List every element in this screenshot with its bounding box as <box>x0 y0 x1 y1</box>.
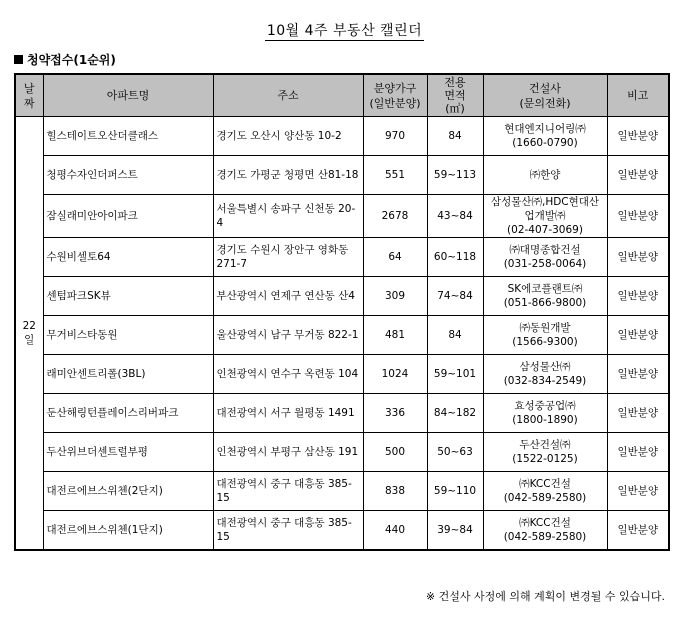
area-cell: 43~84 <box>427 195 483 238</box>
address-cell: 대전광역시 중구 대흥동 385-15 <box>213 511 363 551</box>
note-cell: 일반분양 <box>607 433 669 472</box>
area-cell: 84~182 <box>427 394 483 433</box>
address-cell: 경기도 가평군 청평면 산81-18 <box>213 156 363 195</box>
apt-name-cell: 대전르에브스위첸(2단지) <box>43 472 213 511</box>
table-row <box>15 394 669 433</box>
note-cell: 일반분양 <box>607 277 669 316</box>
units-cell: 309 <box>363 277 427 316</box>
note-cell: 일반분양 <box>607 355 669 394</box>
table-row <box>15 277 669 316</box>
area-cell: 50~63 <box>427 433 483 472</box>
table-row <box>15 472 669 511</box>
address-cell: 대전광역시 서구 월평동 1491 <box>213 394 363 433</box>
builder-cell: ㈜KCC건설 (042-589-2580) <box>483 472 607 511</box>
area-cell: 84 <box>427 117 483 156</box>
header-units: 분양가구 (일반분양) <box>363 74 427 117</box>
calendar-table <box>14 73 670 551</box>
table-row <box>15 316 669 355</box>
table-row <box>15 195 669 238</box>
apt-name-cell: 힐스테이트오산더클래스 <box>43 117 213 156</box>
area-cell: 59~113 <box>427 156 483 195</box>
apt-name-cell: 두산위브더센트럴부평 <box>43 433 213 472</box>
units-cell: 2678 <box>363 195 427 238</box>
area-cell: 59~110 <box>427 472 483 511</box>
builder-cell: 현대엔지니어링㈜ (1660-0790) <box>483 117 607 156</box>
note-cell: 일반분양 <box>607 117 669 156</box>
footnote: ※ 건설사 사정에 의해 계획이 변경될 수 있습니다. <box>425 590 665 603</box>
builder-cell: 두산건설㈜ (1522-0125) <box>483 433 607 472</box>
apt-name-cell: 센텀파크SK뷰 <box>43 277 213 316</box>
page-title: 10월 4주 부동산 캘린더 <box>266 23 423 39</box>
units-cell: 551 <box>363 156 427 195</box>
area-cell: 39~84 <box>427 511 483 551</box>
address-cell: 부산광역시 연제구 연산동 산4 <box>213 277 363 316</box>
apt-name-cell: 무거비스타동원 <box>43 316 213 355</box>
builder-cell: 삼성물산㈜ (032-834-2549) <box>483 355 607 394</box>
apt-name-cell: 둔산해링턴플레이스리버파크 <box>43 394 213 433</box>
header-apt: 아파트명 <box>43 74 213 117</box>
units-cell: 440 <box>363 511 427 551</box>
note-cell: 일반분양 <box>607 511 669 551</box>
note-cell: 일반분양 <box>607 316 669 355</box>
units-cell: 481 <box>363 316 427 355</box>
apt-name-cell: 대전르에브스위첸(1단지) <box>43 511 213 551</box>
units-cell: 838 <box>363 472 427 511</box>
section-heading: 청약접수(1순위) <box>14 51 116 68</box>
table-row <box>15 238 669 277</box>
builder-cell: 효성중공업㈜ (1800-1890) <box>483 394 607 433</box>
address-cell: 대전광역시 중구 대흥동 385-15 <box>213 472 363 511</box>
table-row <box>15 355 669 394</box>
units-cell: 500 <box>363 433 427 472</box>
builder-cell: SK에코플랜트㈜ (051-866-9800) <box>483 277 607 316</box>
area-cell: 74~84 <box>427 277 483 316</box>
table-row <box>15 433 669 472</box>
header-date: 날짜 <box>15 74 43 117</box>
apt-name-cell: 잠실래미안아이파크 <box>43 195 213 238</box>
square-bullet-icon <box>14 55 23 64</box>
address-cell: 인천광역시 부평구 삼산동 191 <box>213 433 363 472</box>
builder-cell: ㈜대명종합건설 (031-258-0064) <box>483 238 607 277</box>
date-cell: 22일 <box>15 117 43 551</box>
note-cell: 일반분양 <box>607 394 669 433</box>
note-cell: 일반분양 <box>607 156 669 195</box>
apt-name-cell: 수원비셀토64 <box>43 238 213 277</box>
area-cell: 84 <box>427 316 483 355</box>
header-note: 비고 <box>607 74 669 117</box>
builder-cell: 삼성물산㈜,HDC현대산업개발㈜ (02-407-3069) <box>483 195 607 238</box>
note-cell: 일반분양 <box>607 472 669 511</box>
header-addr: 주소 <box>213 74 363 117</box>
header-area: 전용 면적 (㎡) <box>427 74 483 117</box>
units-cell: 64 <box>363 238 427 277</box>
note-cell: 일반분양 <box>607 238 669 277</box>
table-row <box>15 156 669 195</box>
address-cell: 경기도 수원시 장안구 영화동 271-7 <box>213 238 363 277</box>
area-cell: 59~101 <box>427 355 483 394</box>
apt-name-cell: 래미안센트리폴(3BL) <box>43 355 213 394</box>
units-cell: 336 <box>363 394 427 433</box>
table-row <box>15 117 669 156</box>
note-cell: 일반분양 <box>607 195 669 238</box>
units-cell: 970 <box>363 117 427 156</box>
units-cell: 1024 <box>363 355 427 394</box>
builder-cell: ㈜동원개발 (1566-9300) <box>483 316 607 355</box>
header-row <box>15 74 669 117</box>
address-cell: 울산광역시 남구 무거동 822-1 <box>213 316 363 355</box>
address-cell: 경기도 오산시 양산동 10-2 <box>213 117 363 156</box>
apt-name-cell: 청평수자인더퍼스트 <box>43 156 213 195</box>
builder-cell: ㈜한양 <box>483 156 607 195</box>
table-row <box>15 511 669 551</box>
header-builder: 건설사 (문의전화) <box>483 74 607 117</box>
area-cell: 60~118 <box>427 238 483 277</box>
builder-cell: ㈜KCC건설 (042-589-2580) <box>483 511 607 551</box>
address-cell: 서울특별시 송파구 신천동 20-4 <box>213 195 363 238</box>
address-cell: 인천광역시 연수구 옥련동 104 <box>213 355 363 394</box>
